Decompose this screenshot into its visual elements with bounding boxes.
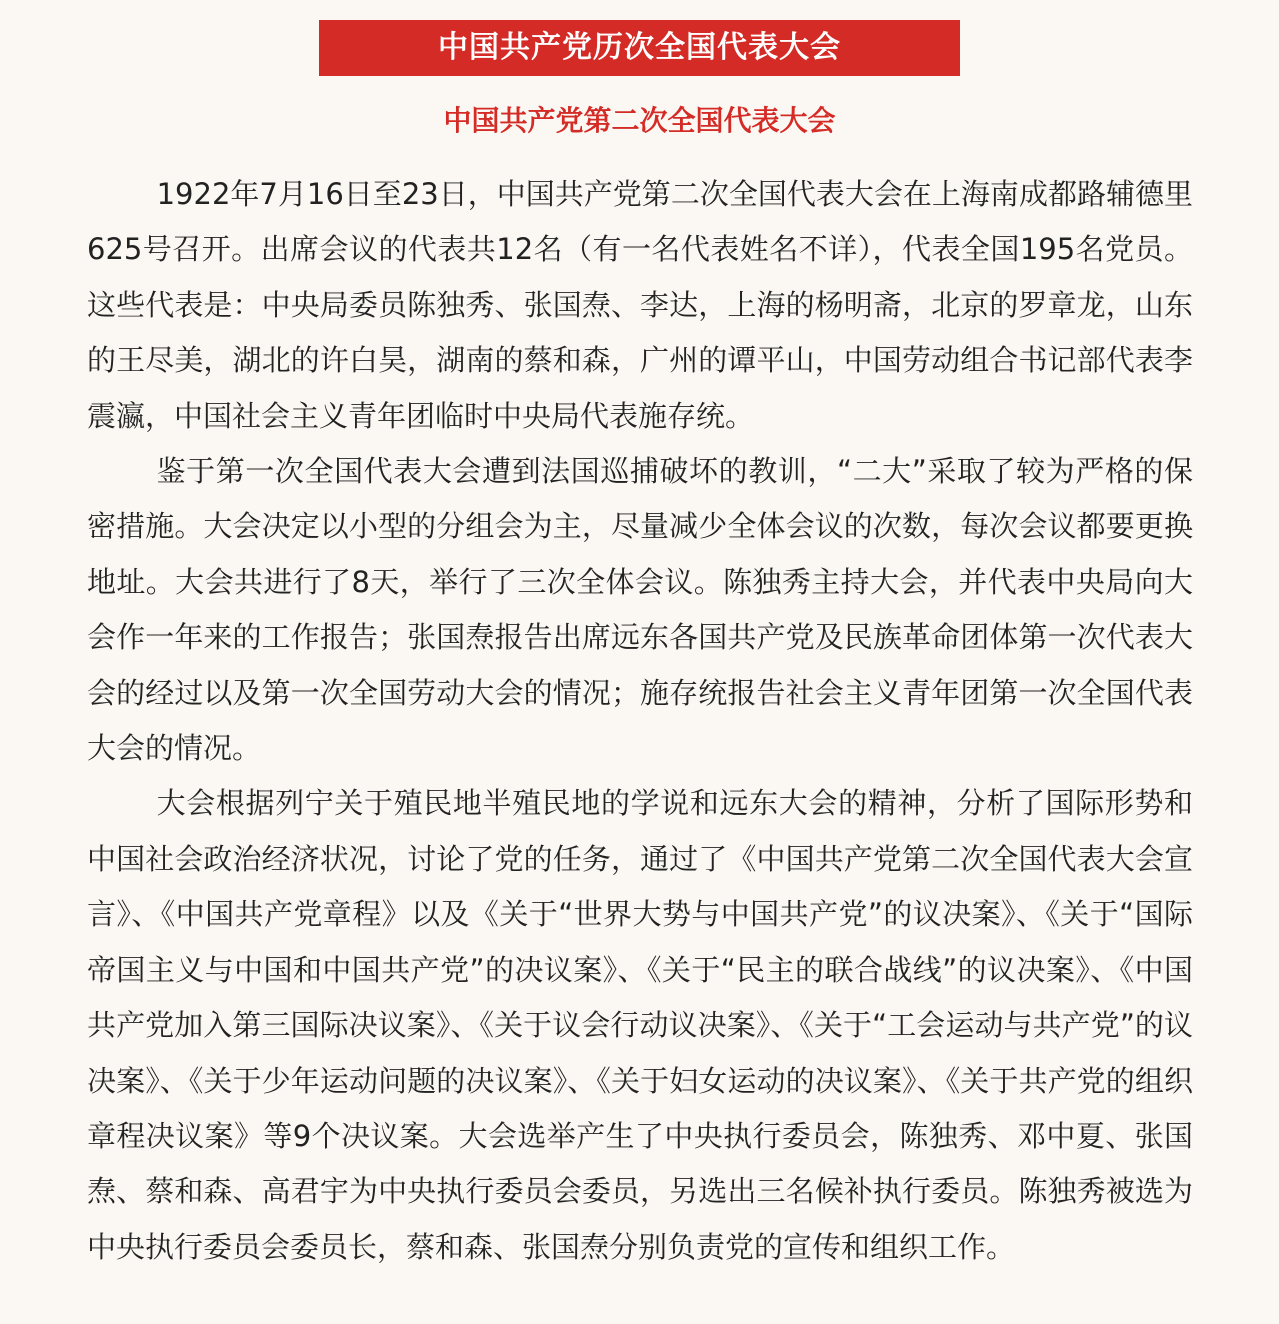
page-title-banner: 中国共产党历次全国代表大会 bbox=[319, 20, 960, 76]
paragraph-3: 大会根据列宁关于殖民地半殖民地的学说和远东大会的精神，分析了国际形势和中国社会政治经济状况，讨论了党的任务，通过了《中国共产党第二次全国代表大会宣言》、《中国共产党章程》以及《关于“世界大势与中国共产党”的议决案》、《关于“国际帝国主义与中国和中国共产党”的决议案》、《关于“民主的联合战线”的议决案》、《中国共产党加入第三国际决议案》、《关于议会行动议决案》、《关于“工会运动与共产党”的议决案》、《关于少年运动问题的决议案》、《关于妇女运动的决议案》、《关于共产党的组织章程决议案》等9个决议案。大会选举产生了中央执行委员会，陈独秀、邓中夏、张国焘、蔡和森、高君宇为中央执行委员会委员，另选出三名候补执行委员。陈独秀被选为中央执行委员会委员长，蔡和森、张国焘分别负责党的宣传和组织工作。 bbox=[87, 786, 1193, 1264]
paragraph-1: 1922年7月16日至23日，中国共产党第二次全国代表大会在上海南成都路辅德里625号召开。出席会议的代表共12名（有一名代表姓名不详），代表全国195名党员。这些代表是：中央局委员陈独秀、张国焘、李达，上海的杨明斋，北京的罗章龙，山东的王尽美，湖北的许白昊，湖南的蔡和森，广州的谭平山，中国劳动组合书记部代表李震瀛，中国社会主义青年团临时中央局代表施存统。 bbox=[87, 177, 1193, 433]
section-subtitle: 中国共产党第二次全国代表大会 bbox=[443, 104, 836, 137]
paragraph-2: 鉴于第一次全国代表大会遭到法国巡捕破坏的教训，“二大”采取了较为严格的保密措施。大会决定以小型的分组会为主，尽量减少全体会议的次数，每次会议都要更换地址。大会共进行了8天，举行了三次全体会议。陈独秀主持大会，并代表中央局向大会作一年来的工作报告；张国焘报告出席远东各国共产党及民族革命团体第一次代表大会的经过以及第一次全国劳动大会的情况；施存统报告社会主义青年团第一次全国代表大会的情况。 bbox=[87, 454, 1193, 766]
article-body bbox=[87, 167, 1193, 1275]
